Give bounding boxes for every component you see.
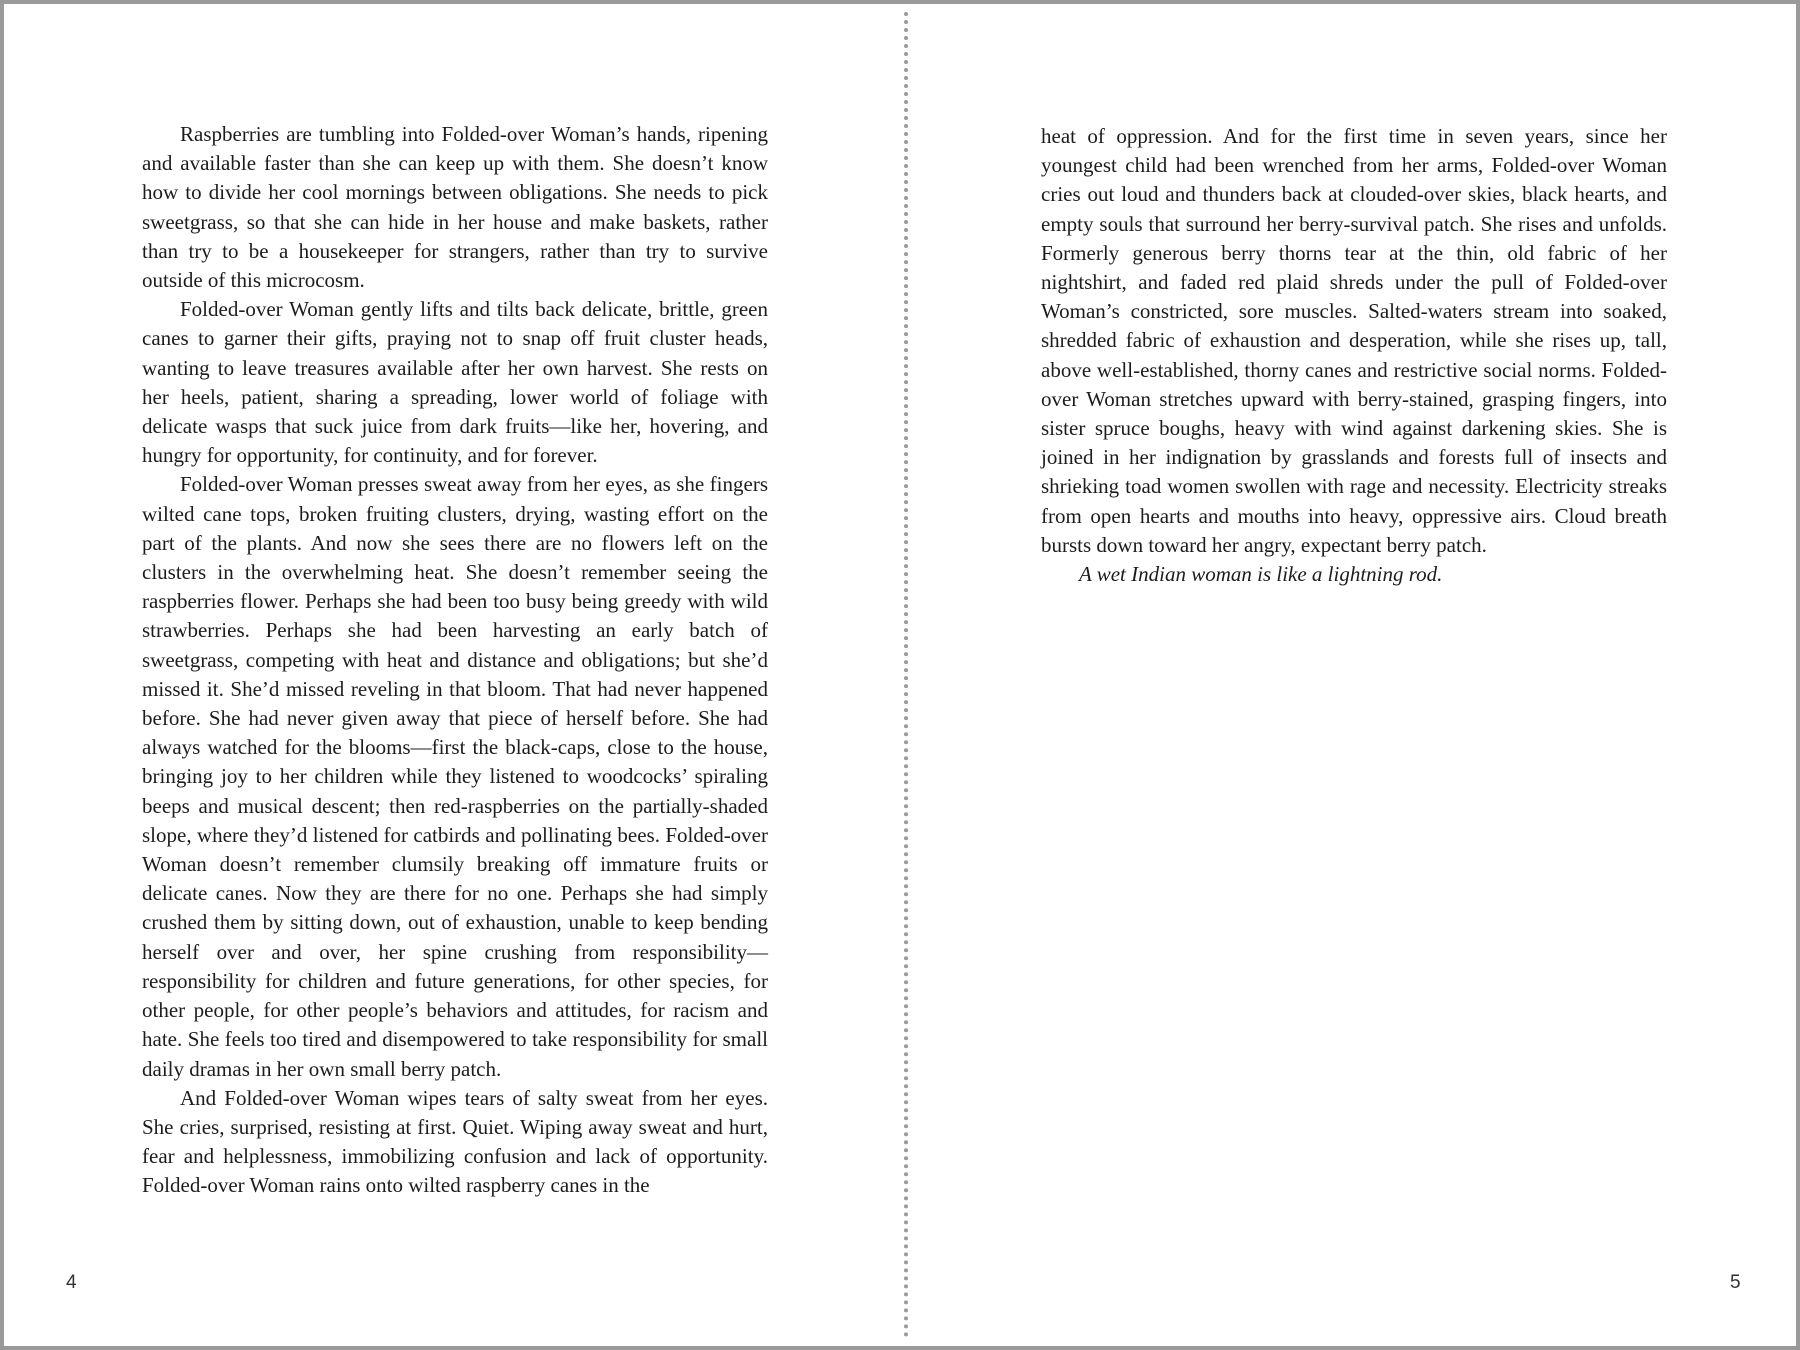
closing-italic-line: A wet Indian woman is like a lightning rod. [1079,562,1443,587]
right-page-body [1041,122,1667,589]
left-page-body [142,120,768,1201]
paragraph: And Folded-over Woman wipes tears of salty sweat from her eyes. She cries, surprised, resisting at first. Quiet. Wiping away sweat and hurt, fear and helplessness, immobilizing confusion and lack of opportunity. Folded-over Woman rains onto wilted raspberry canes in the [142,1085,768,1198]
paragraph-continuation: heat of oppression. And for the first time in seven years, since her youngest child had been wrenched from her arms, Folded-over Woman cries out loud and thunders back at clouded-over skies, black hearts, and empty souls that surround her berry-survival patch. She rises and unfolds. Formerly generous berry thorns tear at the thin, old fabric of her nightshirt, and faded red plaid shreds under the pull of Folded-over Woman’s constricted, sore muscles. Salted-waters stream into soaked, shredded fabric of exhaustion and desperation, while she rises up, tall, above well-established, thorny canes and restrictive social norms. Folded-over Woman stretches upward with berry-stained, grasping fingers, into sister spruce boughs, heavy with wind against darkening skies. She is joined in her indignation by grasslands and forests full of insects and shrieking toad women swollen with rage and necessity. Electricity streaks from open hearts and mouths into heavy, oppressive airs. Cloud breath bursts down toward her angry, expectant berry patch. [1041,124,1667,557]
page-number-left: 4 [66,1272,77,1293]
page-gutter-divider [904,12,908,1338]
paragraph: Folded-over Woman gently lifts and tilts back delicate, brittle, green canes to garner their gifts, praying not to snap off fruit cluster heads, wanting to leave treasures available after her own harvest. She rests on her heels, patient, sharing a spreading, lower world of foliage with delicate wasps that suck juice from dark fruits—like her, hovering, and hungry for opportunity, for continuity, and for forever. [142,297,768,468]
paragraph: Folded-over Woman presses sweat away from her eyes, as she fingers wilted cane tops, broken fruiting clusters, drying, wasting effort on the part of the plants. And now she sees there are no flowers left on the clusters in the overwhelming heat. She doesn’t remember seeing the raspberries flower. Perhaps she had been too busy being greedy with wild strawberries. Perhaps she had been harvesting an early batch of sweetgrass, competing with heat and distance and obligations; but she’d missed it. She’d missed reveling in that bloom. That had never happened before. She had never given away that piece of herself before. She had always watched for the blooms—first the black-caps, close to the house, bringing joy to her children while they listened to woodcocks’ spiraling beeps and musical descent; then red-raspberries on the partially-shaded slope, where they’d listened for catbirds and pollinating bees. Folded-over Woman doesn’t remember clumsily breaking off immature fruits or delicate canes. Now they are there for no one. Perhaps she had simply crushed them by sitting down, out of exhaustion, unable to keep bending herself over and over, her spine crushing from responsibility—responsibility for children and future generations, for other species, for other people, for other people’s behaviors and attitudes, for racism and hate. She feels too tired and disempowered to take responsibility for small daily dramas in her own small berry patch. [142,472,768,1081]
page-number-right: 5 [1730,1272,1741,1293]
paragraph: Raspberries are tumbling into Folded-over Woman’s hands, ripening and available faster than she can keep up with them. She doesn’t know how to divide her cool mornings between obligations. She needs to pick sweetgrass, so that she can hide in her house and make baskets, rather than try to be a housekeeper for strangers, rather than try to survive outside of this microcosm. [142,122,768,293]
